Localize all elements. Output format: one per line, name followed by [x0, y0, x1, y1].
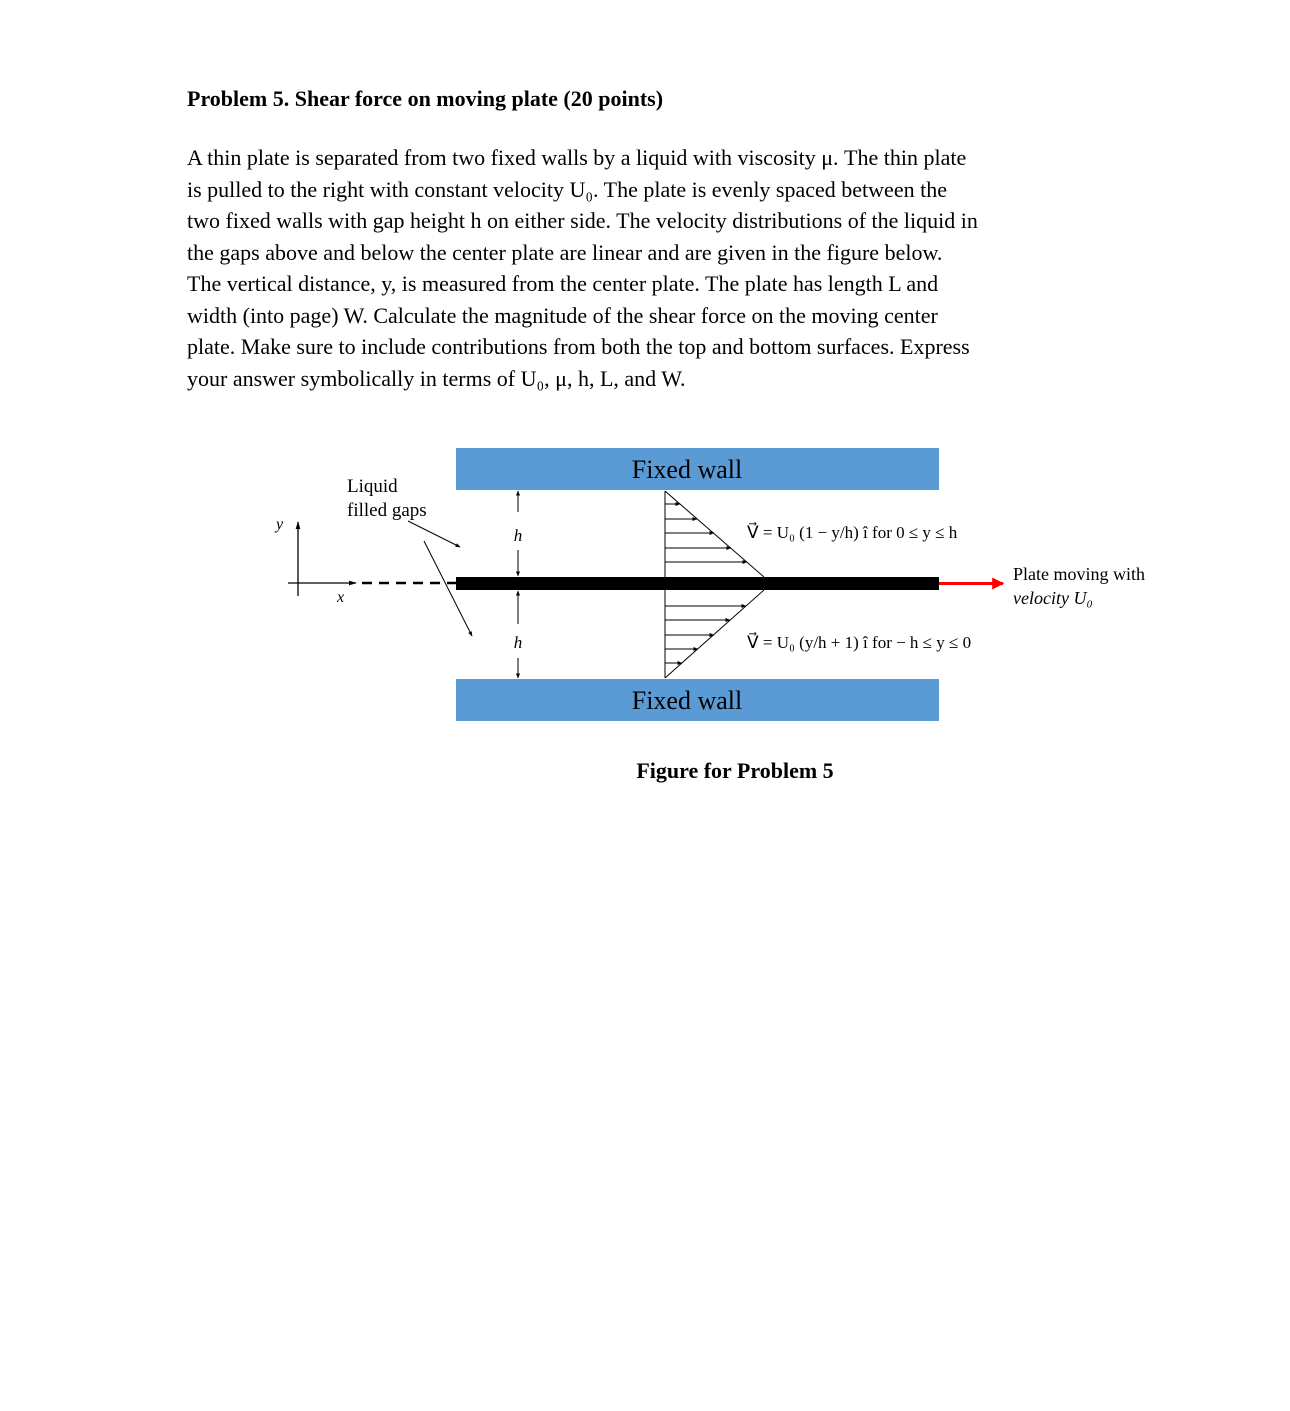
body-line: is pulled to the right with constant velocity U₀. The plate is evenly spaced between the [187, 176, 947, 202]
body-line: two fixed walls with gap height h on either side. The velocity distributions of the liquid in [187, 208, 978, 233]
plate-label-line2: velocity U₀ [1013, 588, 1093, 608]
body-line: A thin plate is separated from two fixed walls by a liquid with viscosity μ. The thin plate [187, 145, 967, 170]
body-line: The vertical distance, y, is measured from the center plate. The plate has length L and [187, 271, 939, 296]
gap-height-bottom-label: h [513, 633, 523, 652]
center-plate [456, 577, 939, 590]
body-line: plate. Make sure to include contributions from both the top and bottom surfaces. Express [187, 334, 970, 359]
top-wall-label: Fixed wall [631, 455, 743, 484]
gap-height-top-label: h [513, 526, 523, 545]
gap-label-line2: filled gaps [347, 500, 427, 521]
body-line: the gaps above and below the center plate are linear and are given in the figure below. [187, 239, 943, 265]
problem-title: Problem 5. Shear force on moving plate (20 points) [187, 86, 664, 111]
equation-top: V⃗ = U₀ (1 − y/h) î for 0 ≤ y ≤ h [747, 523, 958, 542]
gap-label-line1: Liquid [347, 476, 398, 497]
axis-y-label: y [276, 516, 284, 533]
body-line: your answer symbolically in terms of U₀, μ, h, L, and W. [187, 365, 686, 391]
gap-pointer-top [408, 521, 460, 547]
axis-x-label: x [337, 589, 345, 606]
equation-bottom: V⃗ = U₀ (y/h + 1) î for − h ≤ y ≤ 0 [747, 633, 972, 652]
figure-caption: Figure for Problem 5 [636, 758, 834, 783]
body-line: width (into page) W. Calculate the magnitude of the shear force on the moving center [187, 302, 938, 328]
bottom-wall-label: Fixed wall [631, 686, 743, 715]
plate-label-line1: Plate moving with [1013, 564, 1145, 584]
